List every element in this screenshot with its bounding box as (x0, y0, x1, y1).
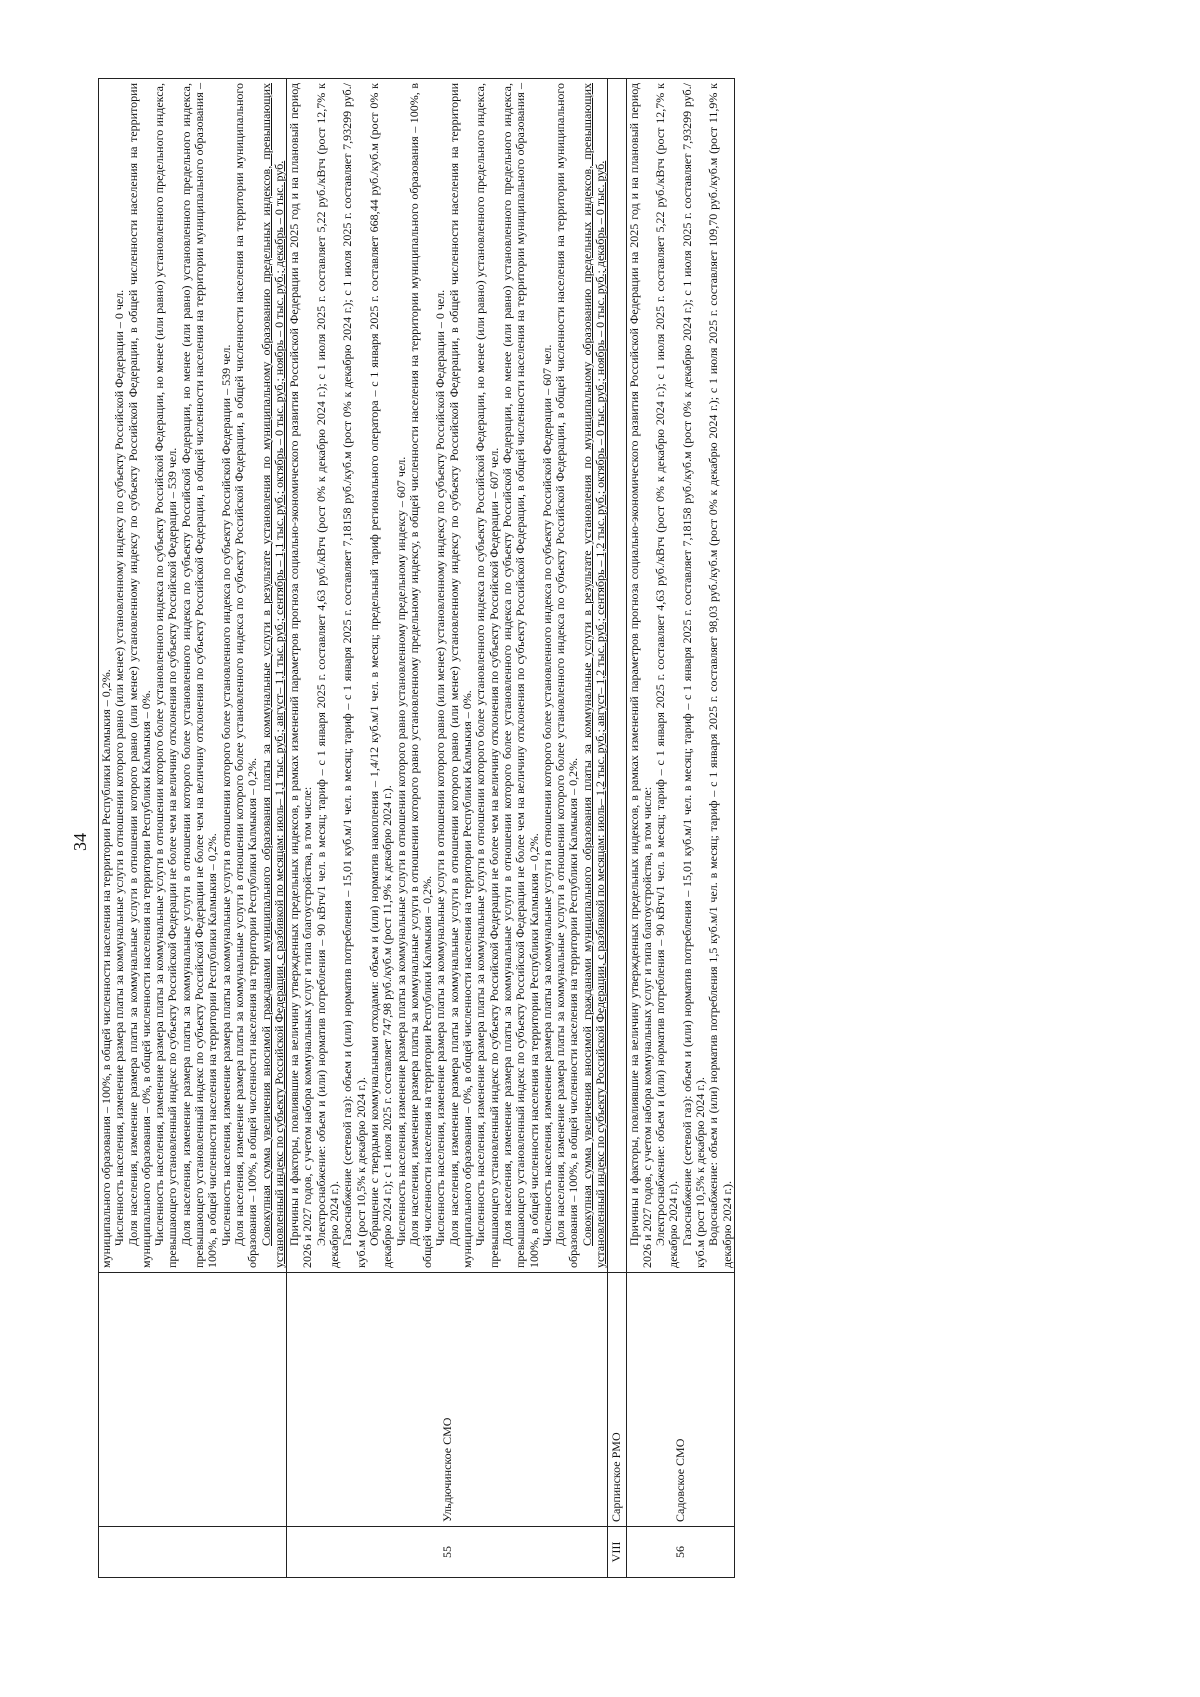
municipality-name: Садовское СМО (626, 1273, 734, 1527)
paragraph: Газоснабжение (сетевой газ): объем и (или) норматив потребления – 15,01 куб.м/1 чел. в месяц; тариф – с 1 января 2025 г. составляет 7,18158 руб./куб.м (рост 0% к декабрю 2024 г.); с 1 июля 2025 г. составляет 7,93299 руб./куб.м (рост 10,5% к декабрю 2024 г.). (340, 83, 368, 1268)
paragraph: муниципального образования – 100%, в общей численности населения на территории Республики Калмыкия – 0,2%. (99, 669, 113, 1268)
description-cell (287, 79, 608, 1273)
paragraph: Совокупная сумма увеличения вносимой гражданами муниципального образования платы за коммунальные услуги в результате установления по муниципальному образованию предельных индексов, превышающих установленный индекс по субъекту Российской Федерации, с разбивкой по месяцам: июль– 1,2 тыс. руб.; август– 1,2 тыс. руб.; сентябрь – 1,2 тыс. руб.; октябрь – 0 тыс. руб.; ноябрь – 0 тыс. руб.; декабрь – 0 тыс. руб. (579, 83, 607, 1268)
row-number (99, 1527, 287, 1578)
section-number: VIII (608, 1527, 626, 1578)
paragraph: Совокупная сумма увеличения вносимой гражданами муниципального образования платы за коммунальные услуги в результате установления по муниципальному образованию предельных индексов, превышающих установленный индекс по субъекту Российской Федерации, с разбивкой по месяцам: июль– 1,1 тыс. руб.; август– 1,1 тыс. руб.; сентябрь – 1,1 тыс. руб.; октябрь – 0 тыс. руб.; ноябрь – 0 тыс. руб.; декабрь – 0 тыс. руб. (258, 83, 286, 1268)
paragraph: Доля населения, изменение размера платы за коммунальные услуги в отношении которого более установленного индекса по субъекту Российской Федерации, но менее (или равно) установленного предельного индекса, превышающего установленный индекс по субъекту Российской Федерации не более чем на величину отклонения по субъекту Российской Федерации, в общей численности населения на территории муниципального образования – 100%, в общей численности населения на территории Республики Калмыкия – 0,2%. (499, 83, 541, 1268)
paragraph: Водоснабжение: объем и (или) норматив потребления 1,5 куб.м/1 чел. в месяц; тариф – с 1 января 2025 г. составляет 98,03 руб./куб.м (рост 0% к декабрю 2024 г.); с 1 июля 2025 г. составляет 109,70 руб./куб.м (рост 11,9% к декабрю 2024 г.). (706, 83, 734, 1268)
paragraph: Доля населения, изменение размера платы за коммунальные услуги в отношении которого более установленного индекса по субъекту Российской Федерации, в общей численности населения на территории муниципального образования – 100%, в общей численности населения на территории Республики Калмыкия – 0,2%. (231, 83, 260, 1268)
page-number: 34 (70, 833, 90, 851)
section-row (608, 79, 626, 1578)
table-row (287, 79, 608, 1578)
paragraph: Численность населения, изменение размера платы за коммунальные услуги в отношении которого более установленного индекса по субъекту Российской Федерации – 539 чел. (218, 344, 233, 1246)
section-empty-cell (608, 79, 626, 1273)
paragraph: Доля населения, изменение размера платы за коммунальные услуги в отношении которого более установленного индекса по субъекту Российской Федерации, но менее (или равно) установленного предельного индекса, превышающего установленный индекс по субъекту Российской Федерации не более чем на величину отклонения по субъекту Российской Федерации, в общей численности населения на территории муниципального образования – 100%, в общей численности населения на территории Республики Калмыкия – 0,2%. (178, 83, 220, 1268)
paragraph: Доля населения, изменение размера платы за коммунальные услуги в отношении которого равно установленному предельному индексу, в общей численности населения на территории муниципального образования – 100%, в общей численности населения на территории Республики Калмыкия – 0,2%. (406, 83, 435, 1268)
row-number: 56 (626, 1527, 734, 1578)
paragraph: Численность населения, изменение размера платы за коммунальные услуги в отношении которого более установленного индекса по субъекту Российской Федерации – 607 чел. (539, 344, 554, 1246)
paragraph: Численность населения, изменение размера платы за коммунальные услуги в отношении которого равно установленному предельному индексу – 607 чел. (393, 456, 408, 1246)
municipality-name (99, 1273, 287, 1527)
rotated-table-area (98, 78, 978, 1578)
paragraph: Обращение с твердыми коммунальными отходами: объем и (или) норматив накопления – 1,4/12 куб.м/1 чел. в месяц; предельный тариф регионального оператора – с 1 января 2025 г. составляет 668,44 руб./куб.м (рост 0% к декабрю 2024 г.); с 1 июля 2025 г. составляет 747,98 руб./куб.м (рост 11,9% к декабрю 2024 г.). (366, 83, 395, 1268)
table-row (626, 79, 734, 1578)
paragraph: Численность населения, изменение размера платы за коммунальные услуги в отношении которого равно (или менее) установленному индексу по субъекту Российской Федерации – 0 чел. (433, 289, 448, 1246)
table-row (99, 79, 287, 1578)
paragraph: Доля населения, изменение размера платы за коммунальные услуги в отношении которого равно (или менее) установленному индексу по субъекту Российской Федерации, в общей численности населения на территории муниципального образования – 0%, в общей численности населения на территории Республики Калмыкия – 0%. (446, 83, 475, 1268)
paragraph: Газоснабжение (сетевой газ): объем и (или) норматив потребления – 15,01 куб.м/1 чел. в месяц; тариф – с 1 января 2025 г. составляет 7,18158 руб./куб.м (рост 0% к декабрю 2024 г.); с 1 июля 2025 г. составляет 7,93299 руб./куб.м (рост 10,5% к декабрю 2024 г.). (679, 83, 708, 1268)
paragraph: Доля населения, изменение размера платы за коммунальные услуги в отношении которого равно (или менее) установленному индексу по субъекту Российской Федерации, в общей численности населения на территории муниципального образования – 0%, в общей численности населения на территории Республики Калмыкия – 0%. (125, 83, 153, 1268)
description-cell (626, 79, 734, 1273)
paragraph: Доля населения, изменение размера платы за коммунальные услуги в отношении которого более установленного индекса по субъекту Российской Федерации, в общей численности населения на территории муниципального образования – 100%, в общей численности населения на территории Республики Калмыкия – 0,2%. (553, 83, 581, 1268)
paragraph: Причины и факторы, повлиявшие на величину утвержденных предельных индексов, в рамках изменений параметров прогноза социально-экономического развития Российской Федерации на 2025 год и на плановый период 2026 и 2027 годов, с учетом набора коммунальных услуг и типа благоустройства, в том числе: (287, 83, 315, 1268)
description-cell (99, 79, 287, 1273)
paragraph: Электроснабжение: объем и (или) норматив потребления – 90 кВтч/1 чел. в месяц; тариф – с 1 января 2025 г. составляет 4,63 руб./кВтч (рост 0% к декабрю 2024 г.); с 1 июля 2025 г. составляет 5,22 руб./кВтч (рост 12,7% к декабрю 2024 г.). (313, 83, 342, 1268)
district-name: Сарпинское РМО (608, 1273, 626, 1527)
municipality-name: Ульдючинское СМО (287, 1273, 608, 1527)
paragraph: Численность населения, изменение размера платы за коммунальные услуги в отношении которого более установленного индекса по субъекту Российской Федерации, но менее (или равно) установленного предельного индекса, превышающего установленный индекс по субъекту Российской Федерации не более чем на величину отклонения по субъекту Российской Федерации – 539 чел. (152, 83, 180, 1268)
paragraph: Численность населения, изменение размера платы за коммунальные услуги в отношении которого равно (или менее) установленному индексу по субъекту Российской Федерации – 0 чел. (112, 289, 127, 1246)
paragraph: Электроснабжение: объем и (или) норматив потребления – 90 кВтч/1 чел. в месяц; тариф – с 1 января 2025 г. составляет 4,63 руб./кВтч (рост 0% к декабрю 2024 г.); с 1 июля 2025 г. составляет 5,22 руб./кВтч (рост 12,7% к декабрю 2024 г.). (653, 83, 681, 1268)
municipality-table (98, 78, 735, 1578)
paragraph: Причины и факторы, повлиявшие на величину утвержденных предельных индексов, в рамках изменений параметров прогноза социально-экономического развития Российской Федерации на 2025 год и на плановый период 2026 и 2027 годов, с учетом набора коммунальных услуг и типа благоустройства, в том числе: (626, 83, 654, 1268)
paragraph: Численность населения, изменение размера платы за коммунальные услуги в отношении которого более установленного индекса по субъекту Российской Федерации, но менее (или равно) установленного предельного индекса, превышающего установленный индекс по субъекту Российской Федерации не более чем на величину отклонения по субъекту Российской Федерации – 607 чел. (473, 83, 501, 1268)
row-number: 55 (287, 1527, 608, 1578)
